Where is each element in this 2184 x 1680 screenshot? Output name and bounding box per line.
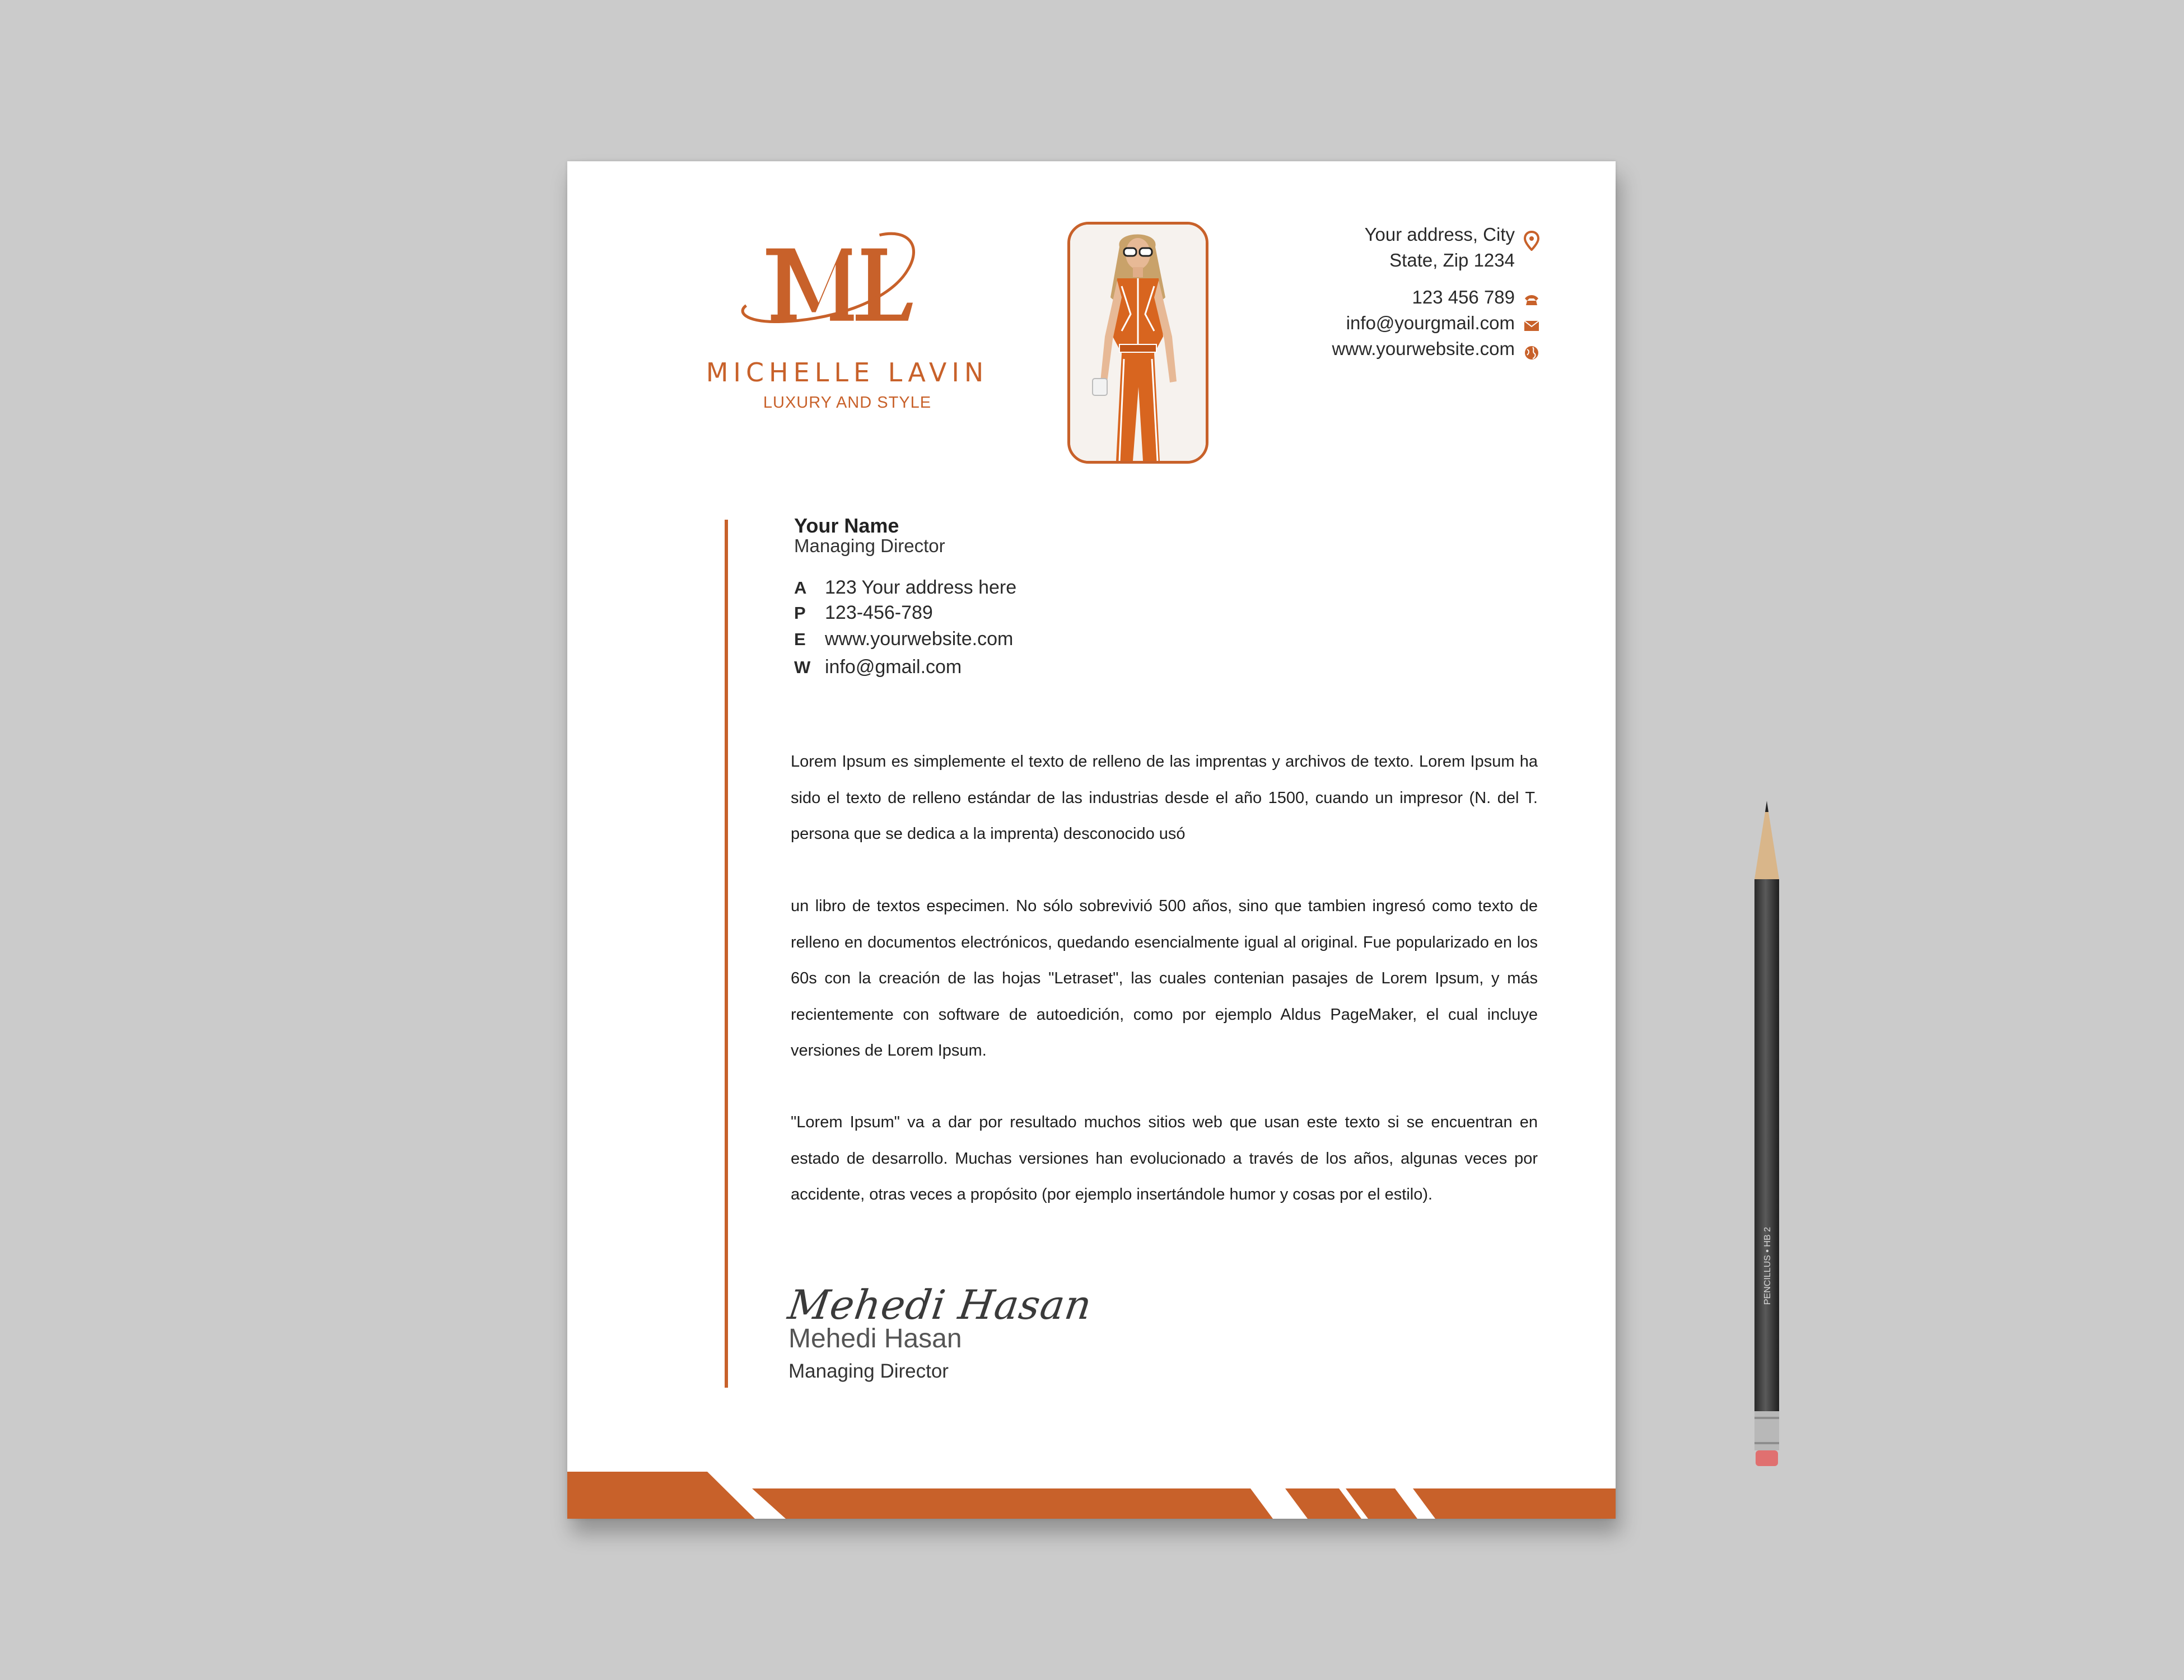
sender-name: Your Name [794, 514, 899, 537]
contact-key: W [794, 657, 811, 677]
letterhead-sheet [567, 161, 1616, 1519]
header-address-line1: Your address, City [1364, 224, 1515, 245]
contact-value: 123 Your address here [825, 577, 1017, 598]
contact-key: E [794, 629, 806, 649]
body-paragraph-2: un libro de textos especimen. No sólo sobrevivió 500 años, sino que tambien ingresó como texto de relleno en documentos electrónicos, quedando esencialmente igual al original. Fue popularizado en los 60s con la creación de las hojas "Letraset", las cuales contenian pasajes de Lorem Ipsum, y más recientemente con software de autoedición, como por ejemplo Aldus PageMaker, el cual incluye versiones de Lorem Ipsum. [791, 897, 1538, 1060]
model-photo [1067, 222, 1208, 464]
contact-key: P [794, 603, 806, 623]
contact-row-phone [794, 602, 933, 624]
contact-key: A [794, 578, 807, 598]
body-paragraph-3: "Lorem Ipsum" va a dar por resultado muchos sitios web que usan este texto si se encuentran en estado de desarrollo. Muchas versiones han evolucionado a través de los años, algunas veces por accidente, otras veces a propósito (por ejemplo insertándole humor y cosas por el estilo). [791, 1113, 1538, 1203]
signatory-title: Managing Director [788, 1360, 949, 1382]
mail-icon [1524, 320, 1539, 332]
brand-logo [662, 231, 989, 412]
header-phone: 123 456 789 [1412, 287, 1515, 307]
handwritten-signature: Mehedi Hasan [785, 1281, 1095, 1328]
contact-row-address [794, 577, 1016, 599]
contact-value: info@gmail.com [825, 656, 962, 678]
phone-icon [1524, 294, 1539, 306]
brand-tagline: LUXURY AND STYLE [763, 394, 932, 412]
signatory-name: Mehedi Hasan [788, 1324, 962, 1354]
contact-row-email [794, 656, 962, 678]
header-email: info@yourgmail.com [1346, 312, 1515, 333]
location-pin-icon [1524, 231, 1539, 251]
monogram-logo [662, 231, 954, 326]
accent-vertical-line [725, 520, 728, 1388]
contact-value: 123-456-789 [825, 602, 933, 623]
header-address-line2: State, Zip 1234 [1389, 250, 1515, 270]
globe-icon [1524, 345, 1539, 361]
footer-band [567, 1472, 1616, 1519]
sender-title: Managing Director [794, 535, 945, 556]
pencil-label: PENCILLUS • HB 2 [1763, 1227, 1772, 1305]
contact-row-website [794, 628, 1013, 650]
brand-name: MICHELLE LAVIN [706, 357, 989, 388]
header-website: www.yourwebsite.com [1332, 338, 1515, 359]
body-paragraph-1: Lorem Ipsum es simplemente el texto de relleno de las imprentas y archivos de texto. Lorem Ipsum ha sido el texto de relleno estándar de las industrias desde el año 1500, cuando un impresor (N. del T. persona que se dedica a la imprenta) desconocido usó [791, 753, 1538, 843]
contact-value: www.yourwebsite.com [825, 628, 1014, 650]
pencil-prop [1750, 801, 1784, 1484]
